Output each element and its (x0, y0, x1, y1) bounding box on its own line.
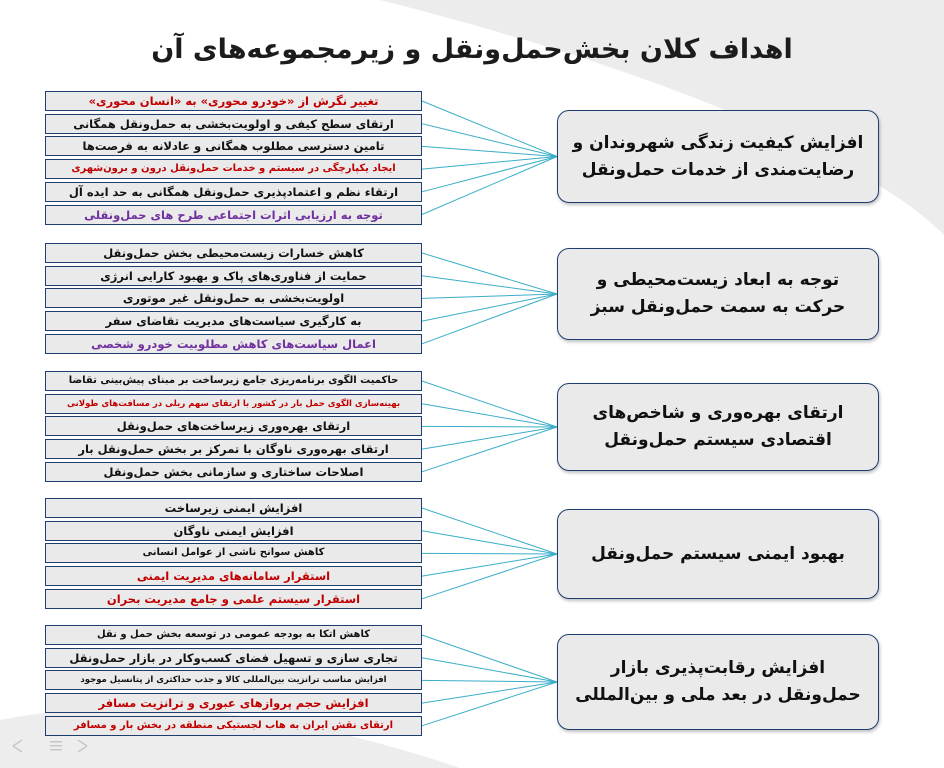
connector-line (422, 157, 557, 192)
connector-line (422, 682, 557, 703)
sub-goal-item: کاهش خسارات زیست‌محیطی بخش حمل‌ونقل (45, 243, 422, 263)
connector-line (422, 680, 557, 682)
connector-line (422, 404, 557, 427)
sub-goal-item: افزایش ایمنی ناوگان (45, 521, 422, 541)
page-title: اهداف کلان بخش‌حمل‌ونقل و زیرمجموعه‌های آن (151, 34, 793, 65)
sub-goal-item: تجاری سازی و تسهیل فضای کسب‌وکار در بازار حمل‌ونقل (45, 648, 422, 668)
sub-goal-item: ایجاد یکپارچگی در سیستم و خدمات حمل‌ونقل درون و برون‌شهری (45, 159, 422, 179)
connector-line (422, 635, 557, 682)
menu-icon[interactable] (50, 741, 62, 751)
sub-goal-item: توجه به ارزیابی اثرات اجتماعی طرح های حمل‌ونقلی (45, 205, 422, 225)
connector-line (422, 157, 557, 215)
nav-next-icon[interactable] (78, 740, 87, 752)
connector-line (422, 508, 557, 554)
goal-box: ارتقای بهره‌وری و شاخص‌های اقتصادی سیستم حمل‌ونقل (557, 383, 879, 471)
sub-goal-item: بهینه‌سازی الگوی حمل بار در کشور با ارتقای سهم ریلی در مسافت‌های طولانی (45, 394, 422, 414)
sub-goal-item: افزایش حجم پروازهای عبوری و ترانزیت مسافر (45, 693, 422, 713)
sub-goal-item: افزایش ایمنی زیرساخت (45, 498, 422, 518)
connector-line (422, 426, 557, 427)
sub-goal-item: استقرار سیستم علمی و جامع مدیریت بحران (45, 589, 422, 609)
sub-goal-item: اعمال سیاست‌های کاهش مطلوبیت خودرو شخصی (45, 334, 422, 354)
connector-line (422, 427, 557, 472)
sub-goal-item: اصلاحات ساختاری و سازمانی بخش حمل‌ونقل (45, 462, 422, 482)
slide-nav-controls[interactable] (10, 736, 90, 756)
sub-goal-item: به کارگیری سیاست‌های مدیریت تقاضای سفر (45, 311, 422, 331)
sub-goal-item: اولویت‌بخشی به حمل‌ونقل غیر موتوری (45, 288, 422, 308)
goal-box: افزایش رقابت‌پذیری بازار حمل‌ونقل در بعد ملی و بین‌المللی (557, 634, 879, 730)
sub-goal-item: استقرار سامانه‌های مدیریت ایمنی (45, 566, 422, 586)
sub-goal-item: کاهش اتکا به بودجه عمومی در توسعه بخش حمل و نقل (45, 625, 422, 645)
connector-line (422, 427, 557, 449)
connector-line (422, 253, 557, 294)
goal-box: توجه به ابعاد زیست‌محیطی و حرکت به سمت حمل‌ونقل سبز (557, 248, 879, 340)
sub-goal-item: ارتقای بهره‌وری زیرساخت‌های حمل‌ونقل (45, 416, 422, 436)
sub-goal-item: تغییر نگرش از «خودرو محوری» به «انسان محوری» (45, 91, 422, 111)
sub-goal-item: ارتقای سطح کیفی و اولویت‌بخشی به حمل‌ونقل همگانی (45, 114, 422, 134)
connector-line (422, 682, 557, 726)
sub-goal-item: ارتقای نقش ایران به هاب لجستیکی منطقه در بخش بار و مسافر (45, 716, 422, 736)
sub-goal-item: حمایت از فناوری‌های پاک و بهبود کارایی انرژی (45, 266, 422, 286)
connector-line (422, 381, 557, 427)
sub-goal-item: تامین دسترسی مطلوب همگانی و عادلانه به فرصت‌ها (45, 136, 422, 156)
connector-line (422, 157, 557, 170)
goal-box: بهبود ایمنی سیستم حمل‌ونقل (557, 509, 879, 599)
sub-goal-item: ارتقای بهره‌وری ناوگان با تمرکز بر بخش حمل‌ونقل بار (45, 439, 422, 459)
connector-line (422, 531, 557, 554)
connector-line (422, 553, 557, 554)
sub-goal-item: کاهش سوانح ناشی از عوامل انسانی (45, 543, 422, 563)
connector-line (422, 658, 557, 682)
connector-line (422, 276, 557, 294)
sub-goal-item: ارتقاء نظم و اعتمادپذیری حمل‌ونقل همگانی به حد ایده آل (45, 182, 422, 202)
sub-goal-item: حاکمیت الگوی برنامه‌ریزی جامع زیرساخت بر مبنای پیش‌بینی تقاضا (45, 371, 422, 391)
connector-line (422, 294, 557, 344)
nav-prev-icon[interactable] (13, 740, 22, 752)
connector-line (422, 554, 557, 599)
goal-box: افزایش کیفیت زندگی شهروندان و رضایت‌مندی از خدمات حمل‌ونقل (557, 110, 879, 203)
connector-line (422, 554, 557, 576)
sub-goal-item: افزایش مناسب ترانزیت بین‌المللی کالا و جذب حداکثری از پتانسیل موجود (45, 670, 422, 690)
